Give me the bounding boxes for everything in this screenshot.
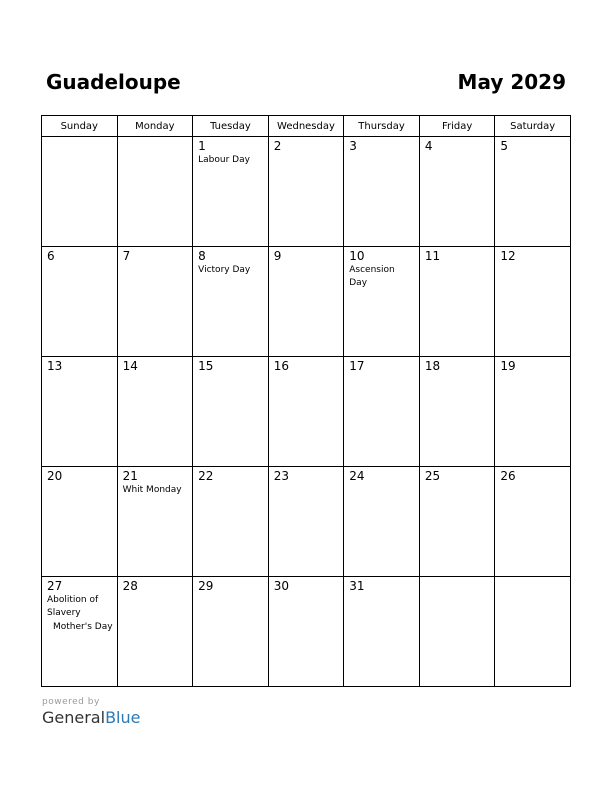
day-number: 24: [349, 469, 365, 483]
month-year-title: May 2029: [457, 70, 566, 94]
day-cell: [419, 137, 495, 247]
day-cell-empty: [495, 577, 571, 687]
weekday-sunday: Sunday: [42, 116, 118, 137]
weekday-friday: Friday: [419, 116, 495, 137]
day-number: 25: [424, 469, 441, 483]
powered-by-text: powered by: [42, 697, 100, 707]
holiday-label: Ascension Day: [349, 265, 395, 288]
day-cell: [419, 467, 495, 577]
day-number: 27: [47, 579, 63, 593]
day-cell: [495, 137, 571, 247]
day-cell: [268, 247, 344, 357]
day-cell: [344, 357, 420, 467]
day-cell: [495, 247, 571, 357]
day-number: 23: [273, 469, 289, 483]
day-cell: [268, 577, 344, 687]
holiday-label: Abolition of Slavery: [47, 595, 99, 618]
day-cell: [117, 247, 193, 357]
day-number: 18: [424, 359, 441, 373]
brand-general-text: General: [42, 708, 106, 727]
day-number: 22: [198, 469, 214, 483]
day-number: 7: [122, 249, 131, 263]
weekday-header-row: [42, 116, 571, 137]
day-cell: [344, 247, 420, 357]
week-row-1: [42, 137, 571, 247]
day-cell: [117, 577, 193, 687]
generalblue-logo[interactable]: [42, 708, 140, 727]
day-cell-empty: [419, 577, 495, 687]
day-number: 3: [349, 139, 357, 153]
brand-blue-text: Blue: [105, 708, 141, 727]
day-number: 4: [424, 139, 433, 153]
day-number: 19: [500, 359, 516, 373]
day-cell: [268, 357, 344, 467]
day-number: 29: [198, 579, 214, 593]
day-number: 12: [500, 249, 516, 263]
day-number: 13: [47, 359, 63, 373]
day-number: 16: [273, 359, 289, 373]
day-number: 1: [198, 139, 206, 153]
day-cell: [193, 357, 269, 467]
day-number: 9: [273, 249, 282, 263]
day-number: 2: [273, 139, 282, 153]
day-cell: [344, 137, 420, 247]
day-cell: [344, 467, 420, 577]
day-cell: [193, 137, 269, 247]
day-cell-empty: [117, 137, 193, 247]
day-number: 14: [122, 359, 138, 373]
day-number: 15: [198, 359, 214, 373]
day-cell: [42, 467, 118, 577]
day-number: 5: [500, 139, 509, 153]
weekday-monday: Monday: [117, 116, 193, 137]
week-row-3: [42, 357, 571, 467]
day-number: 26: [500, 469, 516, 483]
holiday-label: Victory Day: [198, 265, 251, 275]
day-cell: [419, 357, 495, 467]
day-cell: [419, 247, 495, 357]
day-number: 10: [349, 249, 365, 263]
holiday-label: Whit Monday: [122, 485, 182, 495]
calendar-header: [46, 70, 566, 100]
day-cell: [495, 467, 571, 577]
footer-branding: [42, 697, 140, 727]
week-row-5: [42, 577, 571, 687]
day-number: 8: [198, 249, 206, 263]
day-cell: [42, 247, 118, 357]
day-cell: [193, 247, 269, 357]
country-title: Guadeloupe: [46, 70, 181, 94]
week-row-4: [42, 467, 571, 577]
holiday-label: Mother's Day: [53, 622, 113, 632]
weekday-thursday: Thursday: [344, 116, 420, 137]
day-number: 31: [349, 579, 365, 593]
day-cell: [193, 577, 269, 687]
day-cell: [117, 357, 193, 467]
day-cell: [42, 357, 118, 467]
day-cell: [495, 357, 571, 467]
day-cell: [117, 467, 193, 577]
day-cell-empty: [42, 137, 118, 247]
day-cell: [344, 577, 420, 687]
calendar-grid: [41, 115, 571, 687]
holiday-label: Labour Day: [198, 155, 250, 165]
day-cell: [268, 467, 344, 577]
day-number: 28: [122, 579, 138, 593]
day-cell: [42, 577, 118, 687]
day-cell: [268, 137, 344, 247]
day-number: 21: [122, 469, 138, 483]
day-number: 17: [349, 359, 365, 373]
weekday-tuesday: Tuesday: [193, 116, 269, 137]
day-cell: [193, 467, 269, 577]
week-row-2: [42, 247, 571, 357]
day-number: 30: [273, 579, 289, 593]
day-number: 6: [47, 249, 55, 263]
weekday-saturday: Saturday: [495, 116, 571, 137]
weekday-wednesday: Wednesday: [268, 116, 344, 137]
day-number: 20: [47, 469, 63, 483]
day-number: 11: [424, 249, 441, 263]
